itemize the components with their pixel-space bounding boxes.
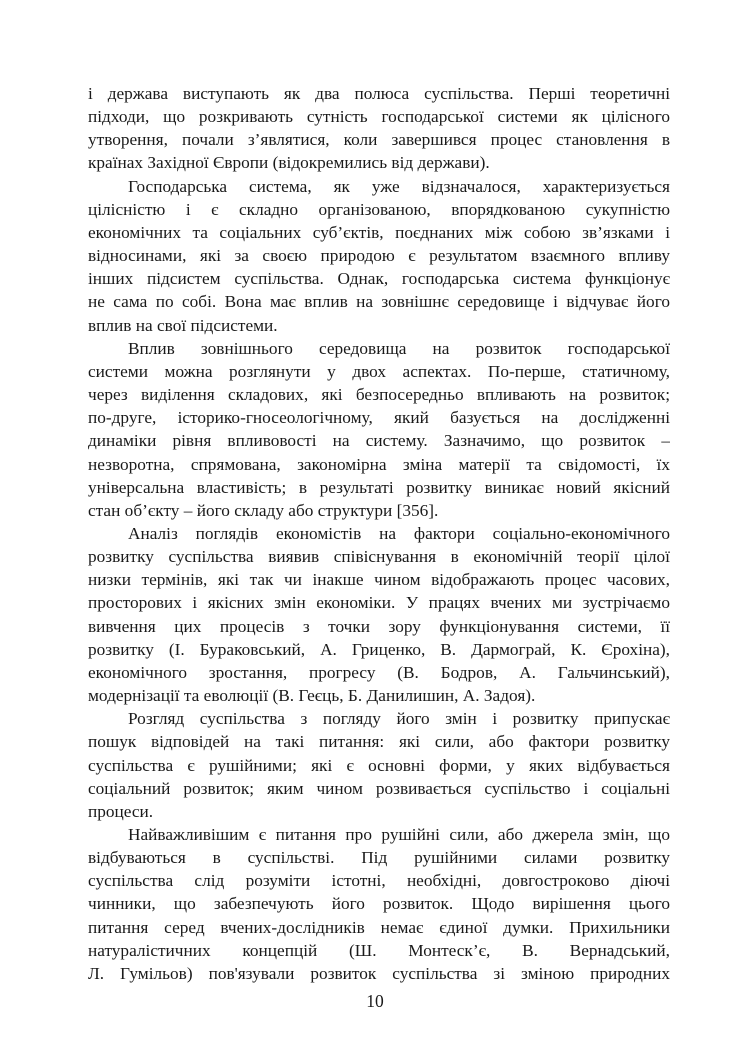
text-line: питання серед вчених-дослідників немає єдиної думки. Прихильники [88, 917, 670, 937]
text-line: не сама по собі. Вона має вплив на зовнішнє середовище і відчуває його [88, 292, 670, 312]
text-line: інших підсистем суспільства. Однак, господарська система функціонує [88, 269, 670, 289]
text-line: модернізації та еволюції (В. Геєць, Б. Данилишин, А. Задоя). [88, 686, 536, 706]
text-line: суспільства слід розуміти істотні, необхідні, довгостроково діючі [88, 871, 670, 891]
text-line: утворення, почали з’являтися, коли завершився процес становлення в [88, 130, 670, 150]
text-line: розвитку суспільства виявив співіснування в економічній теорії цілої [88, 547, 670, 567]
paragraph [88, 522, 670, 707]
text-line: Найважливішим є питання про рушійні сили, або джерела змін, що [128, 825, 670, 844]
text-line: Розгляд суспільства з погляду його змін і розвитку припускає [128, 709, 670, 729]
paragraph [88, 175, 670, 337]
text-line: соціальний розвиток; яким чином розвивається суспільство і соціальні [88, 778, 670, 798]
text-line: розвитку (І. Бураковський, А. Гриценко, В. Дармограй, К. Єрохіна), [88, 639, 670, 659]
text-line: економічних та соціальних суб’єктів, поєднаних між собою зв’язками і [88, 222, 670, 242]
text-line: універсальна властивість; в результаті розвитку виникає новий якісний [88, 477, 670, 497]
text-line: цілісністю і є складно організованою, впорядкованою сукупністю [88, 199, 670, 219]
text-line: суспільства є рушійними; які є основні форми, у яких відбувається [88, 755, 670, 775]
paragraph [88, 337, 670, 522]
text-line: і держава виступають як два полюса суспільства. Перші теоретичні [88, 84, 670, 103]
text-line: через виділення складових, які безпосередньо впливають на розвиток; [88, 385, 670, 405]
text-line: пошук відповідей на такі питання: які сили, або фактори розвитку [88, 732, 670, 752]
paragraph [88, 823, 670, 985]
text-line: просторових і якісних змін економіки. У працях вчених ми зустрічаємо [88, 593, 670, 613]
text-line: підходи, що розкривають сутність господарської системи як цілісного [88, 107, 670, 127]
text-line: натуралістичних концепцій (Ш. Монтеск’є, В. Вернадський, [88, 940, 670, 960]
text-line: країнах Західної Європи (відокремились від держави). [88, 153, 490, 173]
text-line: стан об’єкту – його складу або структури [356]. [88, 500, 439, 520]
page-body [88, 82, 670, 985]
text-line: по-друге, історико-гносеологічному, який базується на дослідженні [88, 408, 670, 428]
text-line: динаміки рівня впливовості на систему. Зазначимо, що розвиток – [88, 431, 670, 451]
page-number: 10 [366, 991, 384, 1011]
text-line: вивчення цих процесів з точки зору функціонування системи, її [88, 616, 670, 636]
paragraph [88, 707, 670, 823]
text-line: системи можна розглянути у двох аспектах. По-перше, статичному, [88, 361, 670, 381]
text-line: Вплив зовнішнього середовища на розвиток господарської [128, 338, 670, 358]
text-line: чинники, що забезпечують його розвиток. Щодо вирішення цього [88, 894, 670, 914]
text-line: Л. Гумільов) пов'язували розвиток суспільства зі зміною природних [88, 963, 670, 983]
paragraph [88, 82, 670, 175]
text-line: незворотна, спрямована, закономірна зміна матерії та свідомості, їх [88, 454, 670, 474]
text-line: відносинами, які за своєю природою є результатом взаємного впливу [88, 246, 670, 266]
text-line: економічного зростання, прогресу (В. Бодров, А. Гальчинський), [88, 662, 670, 682]
text-line: відбуваються в суспільстві. Під рушійними силами розвитку [88, 848, 670, 868]
text-line: Аналіз поглядів економістів на фактори соціально-економічного [128, 523, 670, 543]
text-line: Господарська система, як уже відзначалося, характеризується [128, 176, 670, 196]
text-line: процеси. [88, 801, 154, 821]
text-line: низки термінів, які так чи інакше чином відображають процес часових, [88, 570, 670, 590]
text-line: вплив на свої підсистеми. [88, 315, 278, 335]
